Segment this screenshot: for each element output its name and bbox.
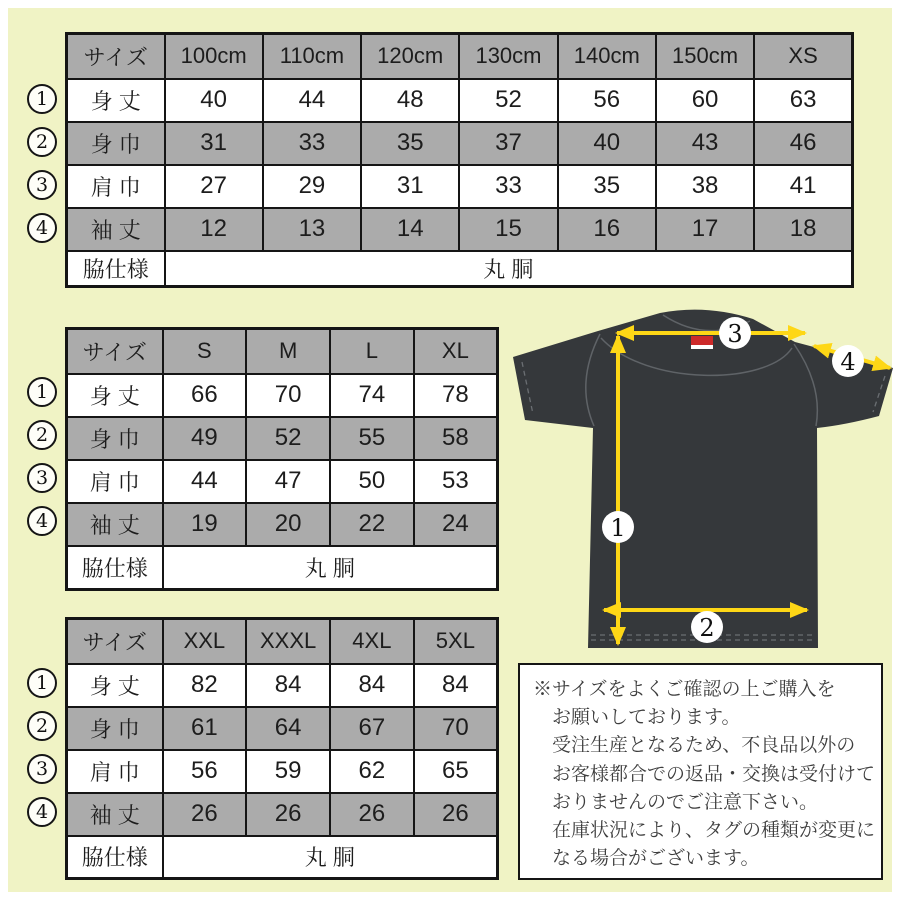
measure-value-cell: 52: [459, 79, 557, 122]
row-marker-1: 1: [27, 668, 57, 698]
measure-value-cell: 40: [558, 122, 656, 165]
diagram-marker-1: 1: [610, 514, 626, 542]
measure-value-cell: 44: [263, 79, 361, 122]
tshirt-measurement-diagram: [505, 298, 897, 660]
size-column-header: XXXL: [246, 619, 330, 664]
size-column-header: 4XL: [330, 619, 414, 664]
size-column-header: L: [330, 329, 414, 374]
measure-value-cell: 33: [263, 122, 361, 165]
measure-value-cell: 70: [246, 374, 330, 417]
side-spec-value: 丸 胴: [163, 546, 498, 590]
measure-value-cell: 35: [361, 122, 459, 165]
size-column-header: XL: [414, 329, 498, 374]
measure-value-cell: 33: [459, 165, 557, 208]
measure-value-cell: 27: [165, 165, 263, 208]
measure-value-cell: 48: [361, 79, 459, 122]
measure-value-cell: 17: [656, 208, 754, 251]
diagram-marker-4: 4: [840, 348, 856, 376]
measure-value-cell: 61: [163, 707, 247, 750]
measure-value-cell: 74: [330, 374, 414, 417]
adult-size-table-grid: [65, 327, 499, 591]
measure-value-cell: 59: [246, 750, 330, 793]
size-column-header: 130cm: [459, 34, 557, 79]
note-line: なる場合がございます。: [552, 848, 760, 870]
note-line: 受注生産となるため、不良品以外の: [552, 735, 856, 757]
kids-size-table: [65, 32, 854, 288]
measure-value-cell: 13: [263, 208, 361, 251]
size-header-label: サイズ: [67, 329, 163, 374]
measure-value-cell: 47: [246, 460, 330, 503]
size-column-header: 5XL: [414, 619, 498, 664]
measure-value-cell: 29: [263, 165, 361, 208]
measure-value-cell: 67: [330, 707, 414, 750]
measure-row-label: 身 巾: [67, 122, 165, 165]
measure-value-cell: 62: [330, 750, 414, 793]
measure-value-cell: 70: [414, 707, 498, 750]
row-marker-2: 2: [27, 711, 57, 741]
size-column-header: XXL: [163, 619, 247, 664]
measure-value-cell: 35: [558, 165, 656, 208]
measure-row-label: 袖 丈: [67, 793, 163, 836]
note-line: 在庫状況により、タグの種類が変更に: [552, 820, 876, 842]
measure-value-cell: 31: [361, 165, 459, 208]
measure-value-cell: 18: [754, 208, 852, 251]
measure-row-label: 身 丈: [67, 374, 163, 417]
size-column-header: S: [163, 329, 247, 374]
measure-value-cell: 26: [414, 793, 498, 836]
measure-value-cell: 44: [163, 460, 247, 503]
diagram-marker-2: 2: [699, 614, 715, 642]
measure-value-cell: 38: [656, 165, 754, 208]
row-marker-3: 3: [27, 170, 57, 200]
measure-row-label: 身 巾: [67, 417, 163, 460]
size-column-header: 120cm: [361, 34, 459, 79]
measure-row-label: 肩 巾: [67, 165, 165, 208]
measure-row-label: 身 丈: [67, 79, 165, 122]
measure-value-cell: 52: [246, 417, 330, 460]
measure-value-cell: 50: [330, 460, 414, 503]
measure-value-cell: 56: [558, 79, 656, 122]
side-spec-label: 脇仕様: [67, 251, 165, 287]
size-column-header: 110cm: [263, 34, 361, 79]
measure-value-cell: 84: [246, 664, 330, 707]
side-spec-label: 脇仕様: [67, 546, 163, 590]
side-spec-value: 丸 胴: [163, 836, 498, 879]
size-column-header: 150cm: [656, 34, 754, 79]
measure-value-cell: 56: [163, 750, 247, 793]
measure-value-cell: 84: [330, 664, 414, 707]
row-marker-2: 2: [27, 127, 57, 157]
note-line: ※サイズをよくご確認の上ご購入を: [533, 679, 836, 700]
neck-tag: [691, 336, 713, 349]
note-line: お客様都合での返品・交換は受付けて: [552, 763, 876, 785]
row-marker-4: 4: [27, 506, 57, 536]
measure-value-cell: 53: [414, 460, 498, 503]
measure-row-label: 身 丈: [67, 664, 163, 707]
measure-value-cell: 82: [163, 664, 247, 707]
kids-size-table-grid: [65, 32, 854, 288]
measure-row-label: 肩 巾: [67, 460, 163, 503]
measure-value-cell: 22: [330, 503, 414, 546]
row-marker-4: 4: [27, 213, 57, 243]
measure-value-cell: 14: [361, 208, 459, 251]
measure-value-cell: 16: [558, 208, 656, 251]
measure-value-cell: 37: [459, 122, 557, 165]
measure-value-cell: 40: [165, 79, 263, 122]
diagram-marker-3: 3: [727, 320, 743, 348]
measure-value-cell: 66: [163, 374, 247, 417]
measure-row-label: 袖 丈: [67, 503, 163, 546]
measure-value-cell: 63: [754, 79, 852, 122]
measure-value-cell: 24: [414, 503, 498, 546]
measure-value-cell: 46: [754, 122, 852, 165]
purchase-note-box: [518, 663, 883, 880]
big-size-table-grid: [65, 617, 499, 880]
size-column-header: XS: [754, 34, 852, 79]
measure-row-label: 身 巾: [67, 707, 163, 750]
size-header-label: サイズ: [67, 619, 163, 664]
measure-value-cell: 19: [163, 503, 247, 546]
adult-size-table: [65, 327, 499, 591]
size-column-header: 140cm: [558, 34, 656, 79]
measure-value-cell: 41: [754, 165, 852, 208]
measure-value-cell: 31: [165, 122, 263, 165]
measure-value-cell: 65: [414, 750, 498, 793]
side-spec-value: 丸 胴: [165, 251, 853, 287]
note-line: お願いしております。: [552, 707, 741, 729]
measure-row-label: 肩 巾: [67, 750, 163, 793]
big-size-table: [65, 617, 499, 880]
measure-value-cell: 58: [414, 417, 498, 460]
side-spec-label: 脇仕様: [67, 836, 163, 879]
measure-value-cell: 20: [246, 503, 330, 546]
row-marker-4: 4: [27, 797, 57, 827]
measure-value-cell: 43: [656, 122, 754, 165]
measure-value-cell: 12: [165, 208, 263, 251]
measure-value-cell: 84: [414, 664, 498, 707]
size-column-header: 100cm: [165, 34, 263, 79]
row-marker-2: 2: [27, 420, 57, 450]
measure-value-cell: 78: [414, 374, 498, 417]
row-marker-1: 1: [27, 84, 57, 114]
measure-row-label: 袖 丈: [67, 208, 165, 251]
measure-value-cell: 55: [330, 417, 414, 460]
row-marker-3: 3: [27, 754, 57, 784]
note-line: おりませんのでご注意下さい。: [552, 791, 819, 813]
measure-value-cell: 64: [246, 707, 330, 750]
measure-value-cell: 26: [163, 793, 247, 836]
measure-value-cell: 49: [163, 417, 247, 460]
measure-value-cell: 26: [330, 793, 414, 836]
measure-value-cell: 60: [656, 79, 754, 122]
measure-value-cell: 15: [459, 208, 557, 251]
measure-value-cell: 26: [246, 793, 330, 836]
size-header-label: サイズ: [67, 34, 165, 79]
row-marker-1: 1: [27, 377, 57, 407]
size-column-header: M: [246, 329, 330, 374]
row-marker-3: 3: [27, 463, 57, 493]
